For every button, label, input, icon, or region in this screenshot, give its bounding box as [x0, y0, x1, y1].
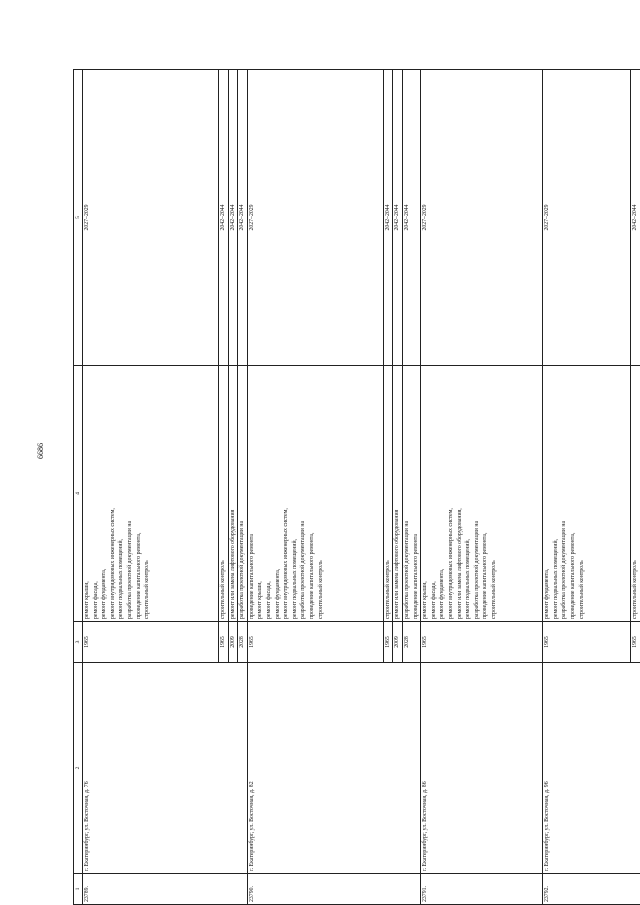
- row-number: 23792.: [543, 874, 640, 905]
- work-item: разработка проектной документации на: [403, 520, 410, 619]
- work-item: ремонт или замена лифтового оборудования: [394, 509, 401, 619]
- work-item: ремонт подвальных помещений,: [552, 539, 559, 619]
- building-address: г. Екатеринбург, ул. Восточная, д. 82: [247, 663, 420, 874]
- column-header-4: 4: [74, 366, 83, 622]
- capital-repair-table: [73, 69, 640, 905]
- work-item: разработка проектной документации на: [300, 520, 307, 619]
- repair-period: 2042–2044: [393, 70, 403, 366]
- work-item: разработка проектной документации на: [239, 520, 246, 619]
- commission-year: 1965: [219, 622, 229, 663]
- work-item: строительный контроль: [578, 560, 585, 619]
- work-item: проведение капитального ремонта: [412, 534, 419, 619]
- work-types: [393, 366, 403, 622]
- column-header-1: 1: [74, 874, 83, 905]
- work-types: [383, 366, 393, 622]
- work-item: проведение капитального ремонта,: [308, 532, 315, 619]
- work-item: разработка проектной документации на: [473, 520, 480, 619]
- work-item: ремонт фундамента,: [544, 568, 551, 619]
- work-item: строительный контроль: [632, 560, 639, 619]
- work-item: строительный контроль: [317, 560, 324, 619]
- work-item: ремонт внутридомовых инженерных систем,: [109, 508, 116, 619]
- repair-period: 2042–2044: [238, 70, 248, 366]
- repair-period: 2042–2044: [228, 70, 238, 366]
- work-types: [83, 366, 219, 622]
- table-row: [83, 70, 219, 905]
- row-number: 23791.: [421, 874, 543, 905]
- work-item: ремонт внутридомовых инженерных систем,: [447, 508, 454, 619]
- work-item: ремонт подвальных помещений,: [465, 539, 472, 619]
- repair-period: 2042–2044: [383, 70, 393, 366]
- work-item: ремонт фундамента,: [274, 568, 281, 619]
- work-item: ремонт крыши,: [257, 581, 264, 619]
- work-item: проведение капитального ремонта,: [135, 532, 142, 619]
- commission-year: 2009: [393, 622, 403, 663]
- work-item: разработка проектной документации на: [561, 520, 568, 619]
- work-item: ремонт фасада,: [265, 581, 272, 619]
- table-row: [543, 70, 631, 905]
- work-item: проведение капитального ремонта: [248, 534, 255, 619]
- rotated-table-container: [73, 75, 639, 905]
- table-row: [247, 70, 383, 905]
- work-item: ремонт фундамента,: [101, 568, 108, 619]
- work-item: ремонт крыши,: [84, 581, 90, 619]
- work-item: строительный контроль: [144, 560, 151, 619]
- table-row: [421, 70, 543, 905]
- work-item: ремонт или замена лифтового оборудования: [229, 509, 236, 619]
- work-types: [631, 366, 640, 622]
- column-number-row: [74, 70, 83, 905]
- commission-year: 1965: [631, 622, 640, 663]
- commission-year: 2009: [228, 622, 238, 663]
- row-number: 23789.: [83, 874, 248, 905]
- commission-year: 1965: [383, 622, 393, 663]
- repair-period: 2027–2029: [421, 70, 543, 366]
- work-types: [219, 366, 229, 622]
- commission-year: 1965: [543, 622, 631, 663]
- work-types: [402, 366, 420, 622]
- repair-period: 2042–2044: [631, 70, 640, 366]
- repair-period: 2027–2029: [83, 70, 219, 366]
- work-types: [543, 366, 631, 622]
- building-address: г. Екатеринбург, ул. Восточная, д. 86: [421, 663, 543, 874]
- work-item: ремонт фасада,: [92, 581, 99, 619]
- building-address: г. Екатеринбург, ул. Восточная, д. 76: [83, 663, 248, 874]
- column-header-5: 5: [74, 70, 83, 366]
- work-item: проведение капитального ремонта,: [482, 532, 489, 619]
- repair-period: 2042–2044: [402, 70, 420, 366]
- work-types: [238, 366, 248, 622]
- work-item: ремонт подвальных помещений,: [291, 539, 298, 619]
- work-item: ремонт крыши,: [422, 581, 429, 619]
- repair-period: 2027–2029: [543, 70, 631, 366]
- column-header-3: 3: [74, 622, 83, 663]
- work-item: ремонт внутридомовых инженерных систем,: [283, 508, 290, 619]
- work-types: [228, 366, 238, 622]
- page-number: 6686: [36, 443, 45, 459]
- table-body: [83, 70, 640, 905]
- work-item: строительный контроль: [384, 560, 391, 619]
- work-item: строительный контроль: [490, 560, 497, 619]
- work-item: ремонт фундамента,: [439, 568, 446, 619]
- work-item: строительный контроль: [220, 560, 226, 619]
- commission-year: 1965: [83, 622, 219, 663]
- repair-period: 2042–2044: [219, 70, 229, 366]
- work-item: ремонт подвальных помещений,: [118, 539, 125, 619]
- work-types: [247, 366, 383, 622]
- row-number: 23790.: [247, 874, 420, 905]
- building-address: г. Екатеринбург, ул. Восточная, д. 96: [543, 663, 640, 874]
- commission-year: 2028: [402, 622, 420, 663]
- column-header-2: 2: [74, 663, 83, 874]
- work-types: [421, 366, 543, 622]
- work-item: проведение капитального ремонта,: [569, 532, 576, 619]
- repair-period: 2027–2029: [247, 70, 383, 366]
- commission-year: 2028: [238, 622, 248, 663]
- work-item: разработка проектной документации на: [126, 520, 133, 619]
- commission-year: 1965: [421, 622, 543, 663]
- commission-year: 1965: [247, 622, 383, 663]
- work-item: ремонт фасада,: [430, 581, 437, 619]
- work-item: ремонт или замена лифтового оборудования,: [456, 508, 463, 619]
